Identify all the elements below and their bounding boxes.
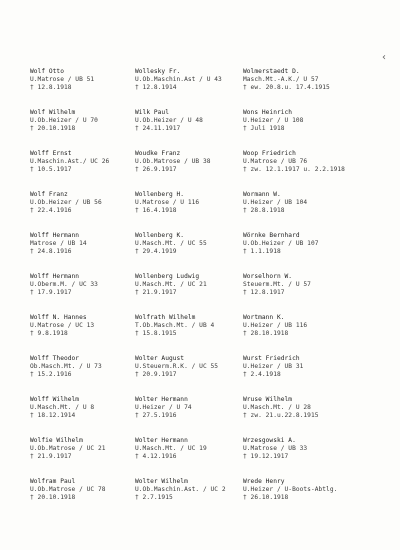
- entry-date: † 2.4.1918: [243, 371, 281, 378]
- entry-unit: U.Matrose / UB 33: [243, 445, 308, 452]
- entry-date: † 28.10.1918: [243, 330, 289, 337]
- memorial-entry: [243, 437, 375, 478]
- entry-name: Wilk Paul: [135, 109, 169, 116]
- entry-date: † 22.4.1916: [30, 207, 72, 214]
- memorial-entry: [30, 191, 135, 232]
- entry-unit: U.Heizer / UB 116: [243, 322, 308, 329]
- entry-unit: U.Ob.Matrose / UC 78: [30, 486, 106, 493]
- entry-date: † 24.11.1917: [135, 125, 181, 132]
- memorial-entry: [135, 355, 243, 396]
- entry-unit: U.Ob.Heizer / U 48: [135, 117, 203, 124]
- entry-unit: U.Maschin.Ast./ UC 26: [30, 158, 110, 165]
- entry-name: Wolff Ernst: [30, 150, 72, 157]
- entry-date: † 21.9.1917: [30, 453, 72, 460]
- memorial-entry: [30, 437, 135, 478]
- entry-name: Wurst Friedrich: [243, 355, 300, 362]
- entry-name: Wormann W.: [243, 191, 281, 198]
- corner-mark: ‹: [382, 52, 386, 63]
- entry-unit: U.Heizer / U-Boots-Abtlg.: [243, 486, 338, 493]
- entry-date: † 26.10.1918: [243, 494, 289, 501]
- entry-unit: U.Oberm.M. / UC 33: [30, 281, 98, 288]
- entry-unit: U.Ob.Matrose / UC 21: [30, 445, 106, 452]
- entry-name: Woop Friedrich: [243, 150, 296, 157]
- memorial-entry: [30, 273, 135, 314]
- entry-name: Wolter Hermann: [135, 437, 188, 444]
- entry-date: † 12.8.1917: [243, 289, 285, 296]
- entry-unit: U.Masch.Mt. / U 8: [30, 404, 95, 411]
- entry-name: Wruse Wilhelm: [243, 396, 293, 403]
- entry-name: Wollesky Fr.: [135, 68, 181, 75]
- memorial-entry: [30, 478, 135, 519]
- entry-unit: Steuerm.Mt. / U 57: [243, 281, 311, 288]
- entry-date: † 16.4.1918: [135, 207, 177, 214]
- entry-name: Wolter August: [135, 355, 185, 362]
- entry-date: † 2.7.1915: [135, 494, 173, 501]
- entry-unit: U.Masch.Mt. / UC 19: [135, 445, 207, 452]
- entry-date: † 28.8.1918: [243, 207, 285, 214]
- entry-date: † zw. 12.1.1917 u. 2.2.1918: [243, 166, 345, 173]
- memorial-entry: [135, 396, 243, 437]
- entry-name: Wolfram Paul: [30, 478, 76, 485]
- entry-date: † 10.5.1917: [30, 166, 72, 173]
- memorial-entry: [30, 396, 135, 437]
- entry-unit: U.Ob.Heizer / UB 56: [30, 199, 102, 206]
- entry-unit: U.Heizer / UB 104: [243, 199, 308, 206]
- memorial-entry: [30, 355, 135, 396]
- entry-name: Wolf Wilhelm: [30, 109, 76, 116]
- entry-date: † 4.12.1916: [135, 453, 177, 460]
- entry-date: † 29.4.1919: [135, 248, 177, 255]
- memorial-entry: [243, 396, 375, 437]
- entry-unit: T.Ob.Masch.Mt. / UB 4: [135, 322, 215, 329]
- entry-name: Woudke Franz: [135, 150, 181, 157]
- memorial-entry: [135, 478, 243, 519]
- memorial-entry: [243, 109, 375, 150]
- entry-date: † 18.12.1914: [30, 412, 76, 419]
- entry-unit: U.Masch.Mt. / U 28: [243, 404, 311, 411]
- entry-name: Worselhorn W.: [243, 273, 293, 280]
- entry-date: † 17.9.1917: [30, 289, 72, 296]
- entry-name: Wolff Wilhelm: [30, 396, 80, 403]
- entry-unit: U.Heizer / U 74: [135, 404, 192, 411]
- memorial-entry: [135, 68, 243, 109]
- entry-unit: U.Ob.Heizer / UB 107: [243, 240, 319, 247]
- entries-grid: [30, 68, 375, 519]
- entry-date: † 19.12.1917: [243, 453, 289, 460]
- entry-unit: U.Masch.Mt. / UC 55: [135, 240, 207, 247]
- entry-date: † 15.8.1915: [135, 330, 177, 337]
- memorial-entry: [135, 232, 243, 273]
- entry-name: Wollenberg Ludwig: [135, 273, 200, 280]
- memorial-entry: [135, 191, 243, 232]
- entry-name: Wolter Hermann: [135, 396, 188, 403]
- entry-name: Wolfrath Wilhelm: [135, 314, 196, 321]
- memorial-entry: [243, 478, 375, 519]
- entry-name: Wons Heinrich: [243, 109, 293, 116]
- entry-date: † 20.9.1917: [135, 371, 177, 378]
- entry-unit: Masch.Mt.-A.K./ U 57: [243, 76, 319, 83]
- entry-unit: U.Ob.Maschin.Ast. / UC 2: [135, 486, 226, 493]
- entry-date: † 1.1.1918: [243, 248, 281, 255]
- memorial-entry: [243, 355, 375, 396]
- memorial-entry: [135, 273, 243, 314]
- memorial-entry: [243, 273, 375, 314]
- entry-unit: Matrose / UB 14: [30, 240, 87, 247]
- entry-date: † 21.9.1917: [135, 289, 177, 296]
- entry-date: † ew. 20.8.u. 17.4.1915: [243, 84, 330, 91]
- entry-unit: U.Steuerm.R.K. / UC 55: [135, 363, 219, 370]
- entry-name: Wolff Hermann: [30, 273, 80, 280]
- entry-date: † zw. 21.u.22.8.1915: [243, 412, 319, 419]
- entry-date: † 24.8.1916: [30, 248, 72, 255]
- entry-date: † 26.9.1917: [135, 166, 177, 173]
- memorial-entry: [135, 314, 243, 355]
- entry-unit: Ob.Masch.Mt. / U 73: [30, 363, 102, 370]
- memorial-entry: [243, 232, 375, 273]
- memorial-entry: [30, 150, 135, 191]
- memorial-entry: [135, 109, 243, 150]
- entry-unit: U.Ob.Heizer / U 70: [30, 117, 98, 124]
- entry-date: † 15.2.1916: [30, 371, 72, 378]
- entry-date: † 20.10.1918: [30, 125, 76, 132]
- entry-date: † 9.8.1918: [30, 330, 68, 337]
- memorial-entry: [30, 314, 135, 355]
- entry-unit: U.Masch.Mt. / UC 21: [135, 281, 207, 288]
- entry-name: Wolf Otto: [30, 68, 64, 75]
- entry-name: Wolff N. Hannes: [30, 314, 87, 321]
- memorial-entry: [243, 68, 375, 109]
- entry-name: Wortmann K.: [243, 314, 285, 321]
- memorial-entry: [243, 314, 375, 355]
- memorial-entry: [135, 150, 243, 191]
- entry-unit: U.Matrose / UB 76: [243, 158, 308, 165]
- entry-unit: U.Ob.Matrose / UB 38: [135, 158, 211, 165]
- entry-date: † 12.8.1918: [30, 84, 72, 91]
- entry-name: Wörnke Bernhard: [243, 232, 300, 239]
- memorial-entry: [30, 232, 135, 273]
- memorial-entry: [243, 150, 375, 191]
- entry-unit: U.Matrose / UB 51: [30, 76, 95, 83]
- entry-name: Wollenberg H.: [135, 191, 185, 198]
- entry-name: Wolff Hermann: [30, 232, 80, 239]
- entry-name: Wollenberg K.: [135, 232, 185, 239]
- entry-name: Wolter Wilhelm: [135, 478, 188, 485]
- entry-name: Wolff Theodor: [30, 355, 80, 362]
- entry-date: † 20.10.1918: [30, 494, 76, 501]
- memorial-entry: [30, 109, 135, 150]
- entry-date: † 27.5.1916: [135, 412, 177, 419]
- entry-name: Wrede Henry: [243, 478, 285, 485]
- entry-name: Wolmerstaedt D.: [243, 68, 300, 75]
- entry-name: Wrzesgowski A.: [243, 437, 296, 444]
- entry-unit: U.Heizer / U 108: [243, 117, 304, 124]
- entry-name: Wolfie Wilhelm: [30, 437, 83, 444]
- entry-unit: U.Heizer / UB 31: [243, 363, 304, 370]
- entry-unit: U.Matrose / UC 13: [30, 322, 95, 329]
- entry-name: Wolf Franz: [30, 191, 68, 198]
- memorial-entry: [135, 437, 243, 478]
- entry-unit: U.Matrose / U 116: [135, 199, 200, 206]
- entry-date: † Juli 1918: [243, 125, 285, 132]
- memorial-entry: [243, 191, 375, 232]
- memorial-entry: [30, 68, 135, 109]
- entry-unit: U.Ob.Maschin.Ast / U 43: [135, 76, 222, 83]
- entry-date: † 12.8.1914: [135, 84, 177, 91]
